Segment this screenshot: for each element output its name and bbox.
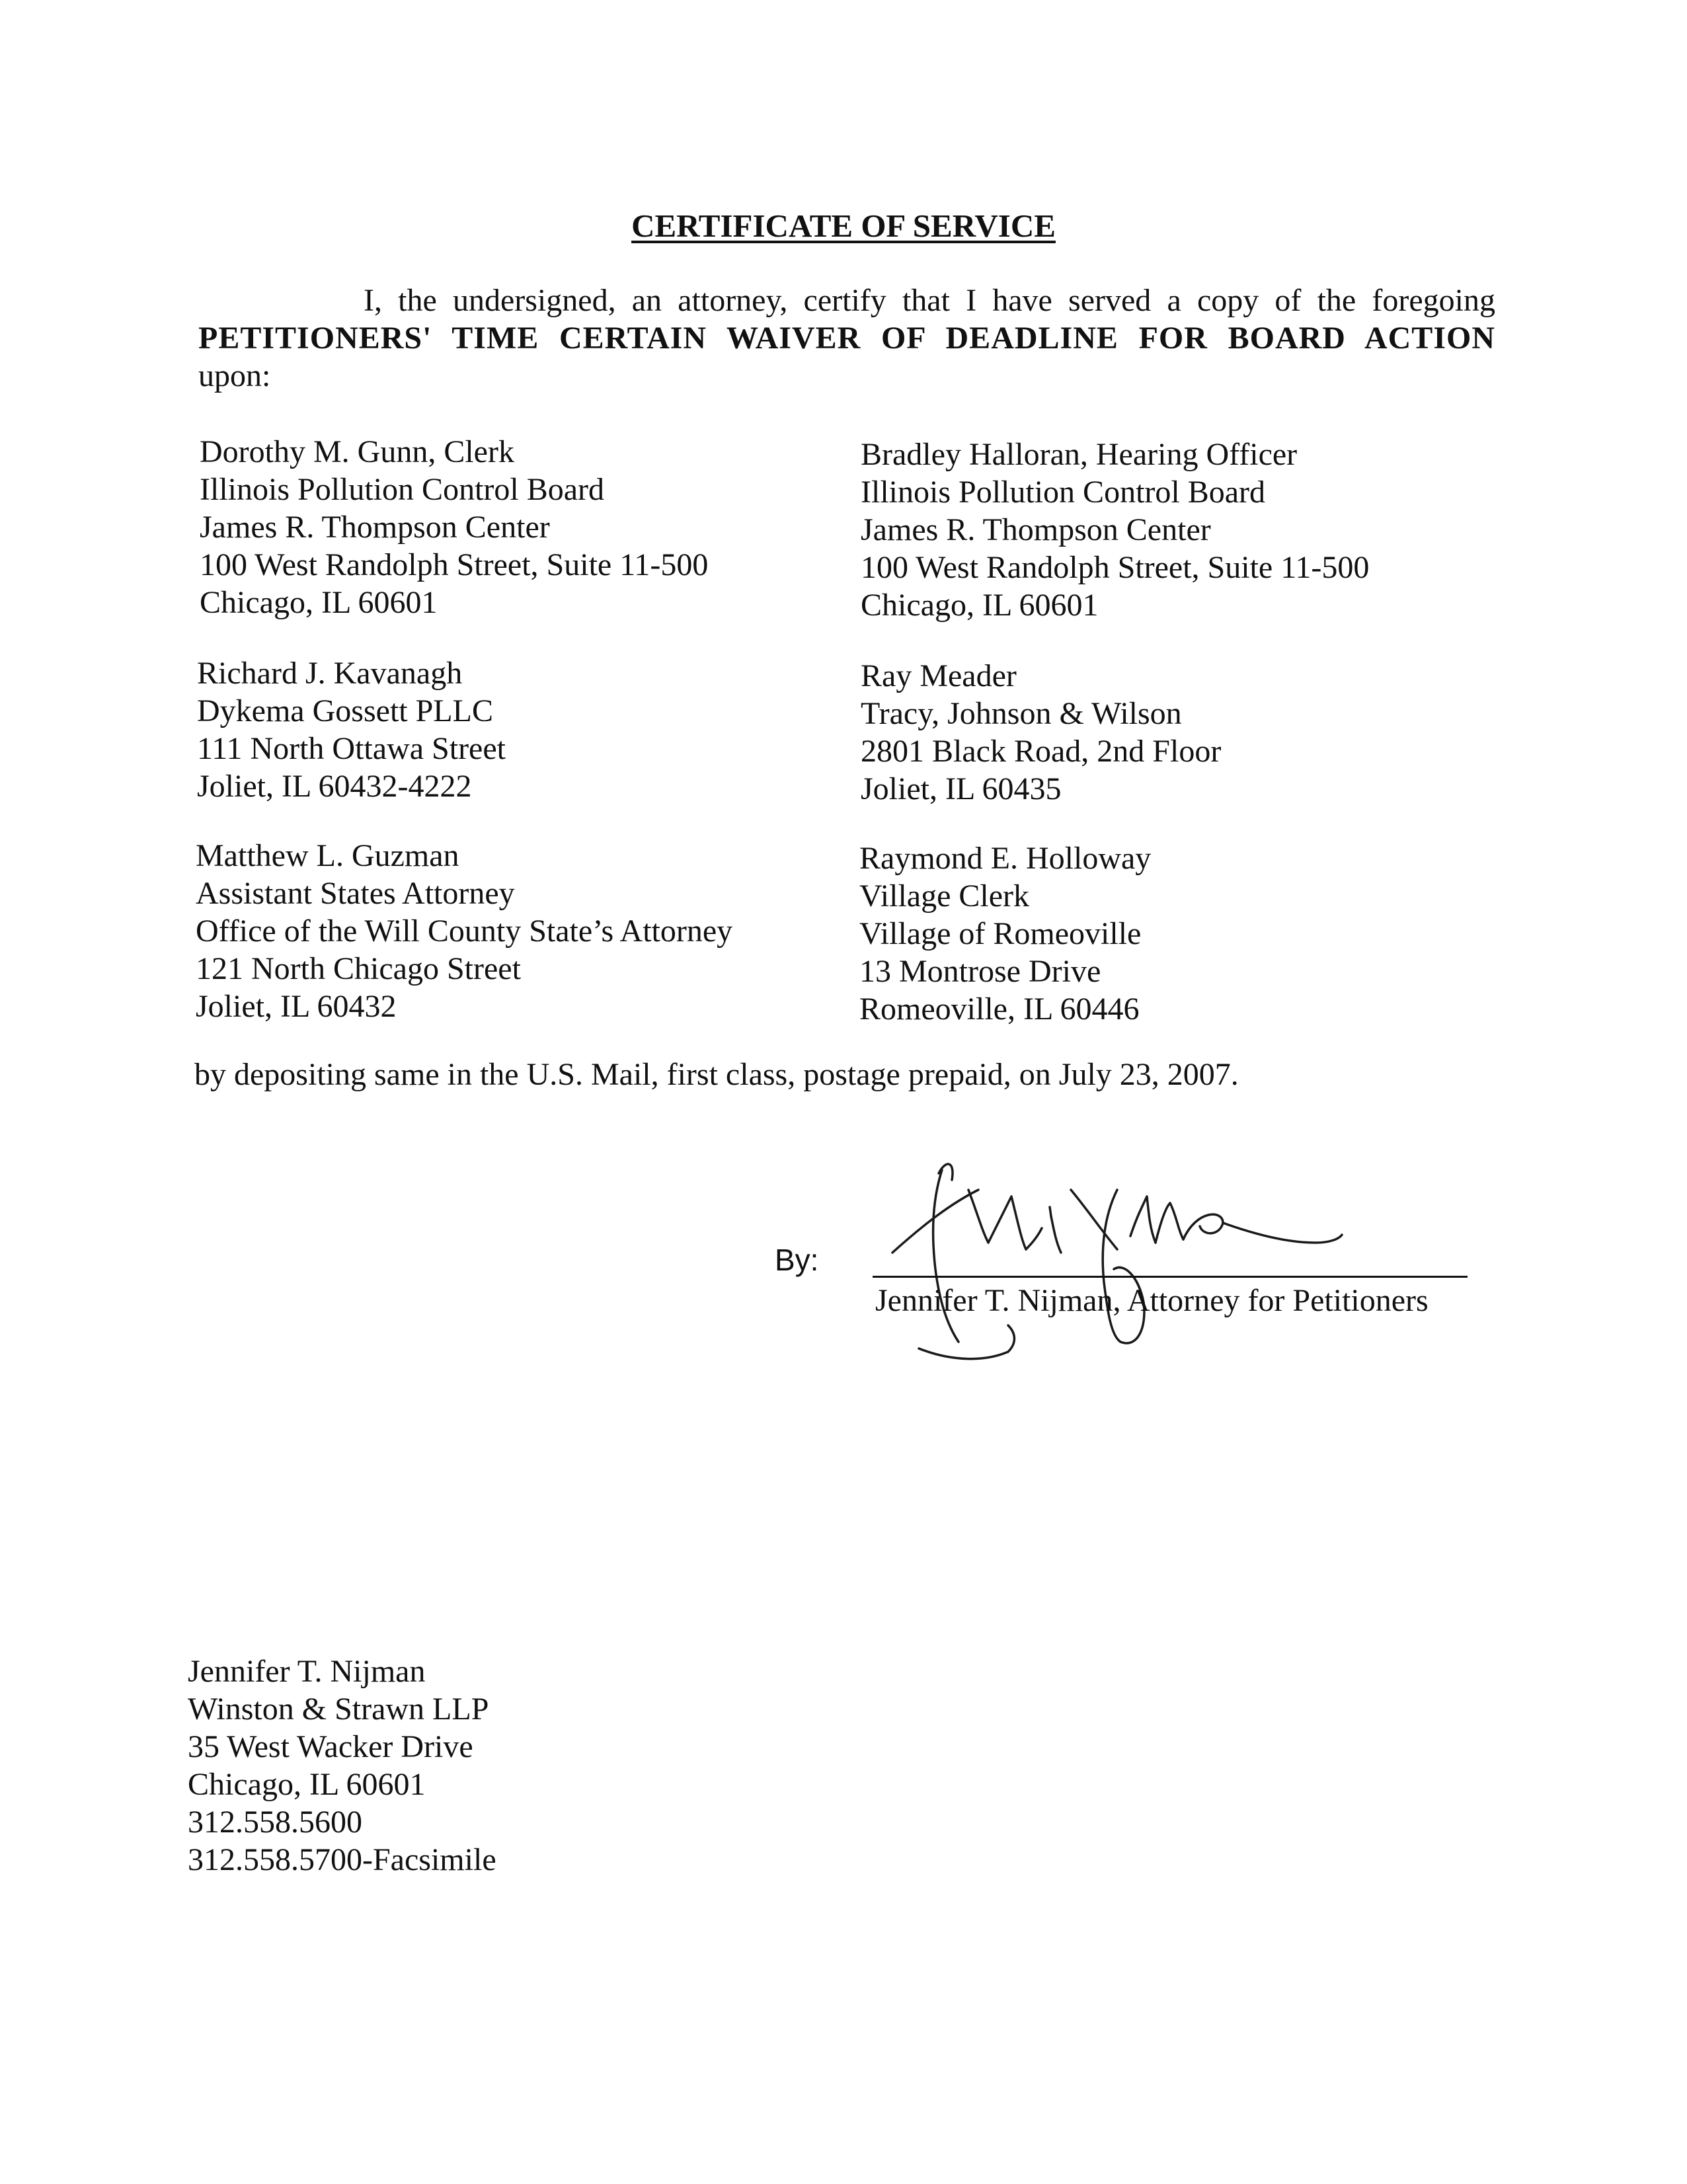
address-line: Illinois Pollution Control Board — [200, 472, 605, 507]
sender-fax: 312.558.5700-Facsimile — [188, 1842, 496, 1877]
address-line: 100 West Randolph Street, Suite 11-500 — [861, 550, 1370, 585]
sender-firm: Winston & Strawn LLP — [188, 1692, 489, 1727]
signer-caption: Jennifer T. Nijman, Attorney for Petitioners — [875, 1283, 1429, 1318]
address-line: Village Clerk — [859, 878, 1030, 914]
upon-label: upon: — [198, 358, 271, 393]
address-line: 111 North Ottawa Street — [197, 731, 506, 766]
served-document-title: PETITIONERS' TIME CERTAIN WAIVER OF DEADLINE FOR BOARD ACTION — [198, 321, 1495, 356]
address-line: Raymond E. Holloway — [859, 841, 1152, 876]
address-line: Dorothy M. Gunn, Clerk — [200, 434, 514, 469]
sender-name: Jennifer T. Nijman — [188, 1654, 426, 1689]
handwritten-signature — [853, 1144, 1421, 1382]
recipient-address-gunn — [200, 433, 708, 621]
sender-city: Chicago, IL 60601 — [188, 1767, 426, 1802]
signature-line — [873, 1276, 1468, 1278]
address-line: Chicago, IL 60601 — [200, 585, 438, 620]
address-line: Bradley Halloran, Hearing Officer — [861, 437, 1298, 472]
recipient-address-guzman — [196, 837, 732, 1025]
page-title: CERTIFICATE OF SERVICE — [631, 208, 1056, 244]
address-line: Village of Romeoville — [859, 916, 1142, 951]
address-line: Joliet, IL 60432-4222 — [197, 769, 472, 804]
certification-paragraph — [198, 282, 1495, 395]
address-line: 100 West Randolph Street, Suite 11-500 — [200, 547, 709, 582]
sender-street: 35 West Wacker Drive — [188, 1729, 473, 1764]
address-line: 13 Montrose Drive — [859, 954, 1101, 989]
sender-address-block — [188, 1653, 496, 1879]
address-line: Romeoville, IL 60446 — [859, 992, 1140, 1027]
certification-statement: I, the undersigned, an attorney, certify that I have served a copy of the foregoing — [364, 283, 1495, 318]
address-line: Dykema Gossett PLLC — [197, 693, 493, 728]
service-method-statement: by depositing same in the U.S. Mail, first class, postage prepaid, on July 23, 2007. — [194, 1057, 1239, 1092]
address-line: Chicago, IL 60601 — [861, 588, 1099, 623]
address-line: Tracy, Johnson & Wilson — [861, 696, 1182, 731]
address-line: Ray Meader — [861, 658, 1017, 693]
recipient-address-holloway — [859, 839, 1151, 1028]
address-line: Office of the Will County State’s Attorney — [196, 914, 733, 949]
address-line: Matthew L. Guzman — [196, 838, 459, 873]
recipient-address-halloran — [861, 436, 1369, 624]
address-line: James R. Thompson Center — [861, 512, 1211, 547]
address-line: James R. Thompson Center — [200, 510, 550, 545]
sender-phone: 312.558.5600 — [188, 1805, 362, 1840]
by-label: By: — [775, 1243, 819, 1277]
address-line: Richard J. Kavanagh — [197, 656, 463, 691]
address-line: 121 North Chicago Street — [196, 951, 521, 986]
address-line: 2801 Black Road, 2nd Floor — [861, 734, 1222, 769]
recipient-address-meader — [861, 657, 1221, 808]
address-line: Joliet, IL 60432 — [196, 989, 397, 1024]
address-line: Illinois Pollution Control Board — [861, 475, 1266, 510]
recipient-address-kavanagh — [197, 654, 506, 805]
address-line: Assistant States Attorney — [196, 876, 515, 911]
address-line: Joliet, IL 60435 — [861, 771, 1062, 806]
